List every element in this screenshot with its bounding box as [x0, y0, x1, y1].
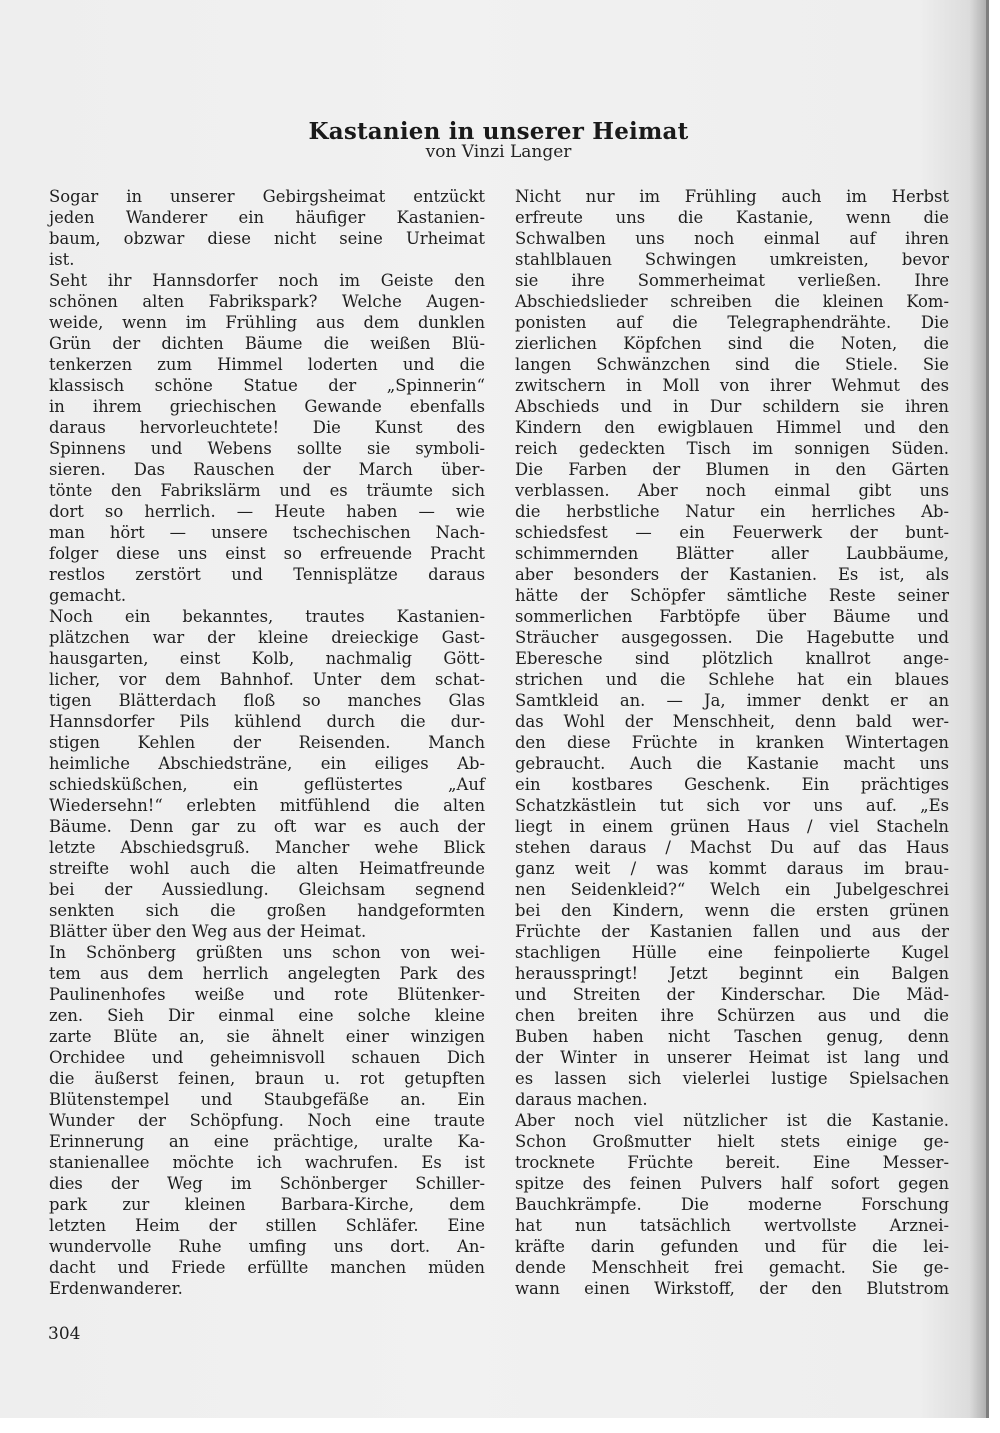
- text-line: Samtkleid an. — Ja, immer denkt er an: [515, 691, 949, 710]
- text-line: plätzchen war der kleine dreieckige Gast-: [49, 628, 485, 647]
- text-line: man hört — unsere tschechischen Nach-: [49, 523, 485, 542]
- text-line: wundervolle Ruhe umfing uns dort. An-: [49, 1237, 485, 1256]
- text-line: weide, wenn im Frühling aus dem dunklen: [49, 313, 485, 332]
- right-text-column: [515, 186, 949, 1299]
- text-line: Hannsdorfer Pils kühlend durch die dur-: [49, 712, 485, 731]
- text-line: tönte den Fabrikslärm und es träumte sich: [49, 481, 485, 500]
- text-line: jeden Wanderer ein häufiger Kastanien-: [49, 208, 485, 227]
- text-line: schimmernden Blätter aller Laubbäume,: [515, 544, 949, 563]
- text-line: Sogar in unserer Gebirgsheimat entzückt: [49, 187, 485, 206]
- text-line: stahlblauen Schwingen umkreisten, bevor: [515, 250, 949, 269]
- text-line: Bäume. Denn gar zu oft war es auch der: [49, 817, 485, 836]
- text-line: kräfte darin gefunden und für die lei-: [515, 1237, 949, 1256]
- text-line: Blütenstempel und Staubgefäße an. Ein: [49, 1090, 485, 1109]
- text-line: Erdenwanderer.: [49, 1279, 183, 1298]
- text-line: Buben haben nicht Taschen genug, denn: [515, 1027, 949, 1046]
- text-line: in ihrem griechischen Gewande ebenfalls: [49, 397, 485, 416]
- left-text-column: [49, 186, 485, 1299]
- text-line: sie ihre Sommerheimat verließen. Ihre: [515, 271, 949, 290]
- text-line: licher, vor dem Bahnhof. Unter dem schat-: [49, 670, 485, 689]
- text-line: langen Schwänzchen sind die Stiele. Sie: [515, 355, 949, 374]
- text-line: hausgarten, einst Kolb, nachmalig Gött-: [49, 649, 485, 668]
- text-line: Erinnerung an eine prächtige, uralte Ka-: [49, 1132, 485, 1151]
- text-line: gemacht.: [49, 586, 127, 605]
- text-line: klassisch schöne Statue der „Spinnerin“: [49, 376, 485, 395]
- text-line: Bauchkrämpfe. Die moderne Forschung: [515, 1195, 949, 1214]
- text-line: dort so herrlich. — Heute haben — wie: [49, 502, 485, 521]
- text-line: die äußerst feinen, braun u. rot getupften: [49, 1069, 485, 1088]
- text-line: die herbstliche Natur ein herrliches Ab-: [515, 502, 949, 521]
- text-line: zwitschern in Moll von ihrer Wehmut des: [515, 376, 949, 395]
- text-line: baum, obzwar diese nicht seine Urheimat: [49, 229, 485, 248]
- text-line: zarte Blüte an, sie ähnelt einer winzigen: [49, 1027, 485, 1046]
- text-line: Aber noch viel nützlicher ist die Kastanie.: [515, 1111, 949, 1130]
- text-line: daraus machen.: [515, 1090, 648, 1109]
- text-line: stehen daraus / Machst Du auf das Haus: [515, 838, 949, 857]
- page-number: 304: [48, 1324, 81, 1344]
- text-line: Früchte der Kastanien fallen und aus der: [515, 922, 949, 941]
- text-line: Wunder der Schöpfung. Noch eine traute: [49, 1111, 485, 1130]
- paragraph: [515, 1110, 949, 1299]
- text-line: restlos zerstört und Tennisplätze daraus: [49, 565, 485, 584]
- text-line: gebraucht. Auch die Kastanie macht uns: [515, 754, 949, 773]
- text-line: Kindern den ewigblauen Himmel und den: [515, 418, 949, 437]
- text-line: hätte der Schöpfer sämtliche Reste seiner: [515, 586, 949, 605]
- text-line: hat nun tatsächlich wertvollste Arznei-: [515, 1216, 949, 1235]
- text-line: wann einen Wirkstoff, der den Blutstrom: [515, 1279, 949, 1298]
- text-line: sommerlichen Farbtöpfe über Bäume und: [515, 607, 949, 626]
- text-line: Wiedersehn!“ erlebten mitfühlend die alten: [49, 796, 485, 815]
- text-line: ponisten auf die Telegraphendrähte. Die: [515, 313, 949, 332]
- paragraph: [49, 942, 485, 1299]
- text-line: Blätter über den Weg aus der Heimat.: [49, 922, 367, 941]
- text-line: Schwalben uns noch einmal auf ihren: [515, 229, 949, 248]
- text-line: bei der Aussiedlung. Gleichsam segnend: [49, 880, 485, 899]
- text-line: folger diese uns einst so erfreuende Pracht: [49, 544, 485, 563]
- text-line: heimliche Abschiedsträne, ein eiliges Ab-: [49, 754, 485, 773]
- paragraph: [515, 186, 949, 1110]
- text-line: park zur kleinen Barbara-Kirche, dem: [49, 1195, 485, 1214]
- text-line: Schatzkästlein tut sich vor uns auf. „Es: [515, 796, 949, 815]
- text-line: aber besonders der Kastanien. Es ist, als: [515, 565, 949, 584]
- text-line: erfreute uns die Kastanie, wenn die: [515, 208, 949, 227]
- text-line: Paulinenhofes weiße und rote Blütenker-: [49, 985, 485, 1004]
- text-line: daraus hervorleuchtete! Die Kunst des: [49, 418, 485, 437]
- text-line: zen. Sieh Dir einmal eine solche kleine: [49, 1006, 485, 1025]
- text-line: ein kostbares Geschenk. Ein prächtiges: [515, 775, 949, 794]
- text-line: nen Seidenkleid?“ Welch ein Jubelgeschrei: [515, 880, 949, 899]
- text-line: Grün der dichten Bäume die weißen Blü-: [49, 334, 485, 353]
- text-line: Sträucher ausgegossen. Die Hagebutte und: [515, 628, 949, 647]
- text-line: trocknete Früchte bereit. Eine Messer-: [515, 1153, 949, 1172]
- text-line: chen breiten ihre Schürzen aus und die: [515, 1006, 949, 1025]
- article-byline: von Vinzi Langer: [425, 142, 572, 162]
- text-line: reich gedeckten Tisch im sonnigen Süden.: [515, 439, 949, 458]
- text-line: stanienallee möchte ich wachrufen. Es ist: [49, 1153, 485, 1172]
- text-line: letzte Abschiedsgruß. Mancher wehe Blick: [49, 838, 485, 857]
- text-line: herausspringt! Jetzt beginnt ein Balgen: [515, 964, 949, 983]
- text-line: das Wohl der Menschheit, denn bald wer-: [515, 712, 949, 731]
- text-line: ganz weit / was kommt daraus im brau-: [515, 859, 949, 878]
- text-line: Die Farben der Blumen in den Gärten: [515, 460, 949, 479]
- text-line: Spinnens und Webens sollte sie symboli-: [49, 439, 485, 458]
- text-line: tem aus dem herrlich angelegten Park des: [49, 964, 485, 983]
- text-line: Seht ihr Hannsdorfer noch im Geiste den: [49, 271, 485, 290]
- text-line: und Streiten der Kinderschar. Die Mäd-: [515, 985, 949, 1004]
- text-line: Orchidee und geheimnisvoll schauen Dich: [49, 1048, 485, 1067]
- paragraph: [49, 606, 485, 942]
- text-line: Eberesche sind plötzlich knallrot ange-: [515, 649, 949, 668]
- paragraph: [49, 186, 485, 270]
- text-line: Nicht nur im Frühling auch im Herbst: [515, 187, 949, 206]
- text-line: dacht und Friede erfüllte manchen müden: [49, 1258, 485, 1277]
- text-line: schönen alten Fabrikspark? Welche Augen-: [49, 292, 485, 311]
- text-line: ist.: [49, 250, 75, 269]
- text-line: stachligen Hülle eine feinpolierte Kugel: [515, 943, 949, 962]
- text-line: Abschiedslieder schreiben die kleinen Kom-: [515, 292, 949, 311]
- text-line: letzten Heim der stillen Schläfer. Eine: [49, 1216, 485, 1235]
- text-line: streifte wohl auch die alten Heimatfreunde: [49, 859, 485, 878]
- article-title: Kastanien in unserer Heimat: [308, 118, 689, 146]
- text-line: stigen Kehlen der Reisenden. Manch: [49, 733, 485, 752]
- paragraph: [49, 270, 485, 606]
- text-line: Noch ein bekanntes, trautes Kastanien-: [49, 607, 485, 626]
- text-line: verblassen. Aber noch einmal gibt uns: [515, 481, 949, 500]
- text-line: senkten sich die großen handgeformten: [49, 901, 485, 920]
- text-line: bei den Kindern, wenn die ersten grünen: [515, 901, 949, 920]
- text-line: es lassen sich vielerlei lustige Spielsachen: [515, 1069, 949, 1088]
- text-line: tenkerzen zum Himmel loderten und die: [49, 355, 485, 374]
- text-line: Schon Großmutter hielt stets einige ge-: [515, 1132, 949, 1151]
- text-line: schiedsküßchen, ein geflüstertes „Auf: [49, 775, 485, 794]
- text-line: tigen Blätterdach floß so manches Glas: [49, 691, 485, 710]
- text-line: der Winter in unserer Heimat ist lang und: [515, 1048, 949, 1067]
- text-line: liegt in einem grünen Haus / viel Stacheln: [515, 817, 949, 836]
- text-line: dende Menschheit frei gemacht. Sie ge-: [515, 1258, 949, 1277]
- text-line: In Schönberg grüßten uns schon von wei-: [49, 943, 485, 962]
- text-line: dies der Weg im Schönberger Schiller-: [49, 1174, 485, 1193]
- text-line: zierlichen Köpfchen sind die Noten, die: [515, 334, 949, 353]
- text-line: spitze des feinen Pulvers half sofort gegen: [515, 1174, 949, 1193]
- text-line: den diese Früchte in kranken Wintertagen: [515, 733, 949, 752]
- text-line: Abschieds und in Dur schildern sie ihren: [515, 397, 949, 416]
- text-line: schiedsfest — ein Feuerwerk der bunt-: [515, 523, 949, 542]
- text-line: strichen und die Schlehe hat ein blaues: [515, 670, 949, 689]
- text-line: sieren. Das Rauschen der March über-: [49, 460, 485, 479]
